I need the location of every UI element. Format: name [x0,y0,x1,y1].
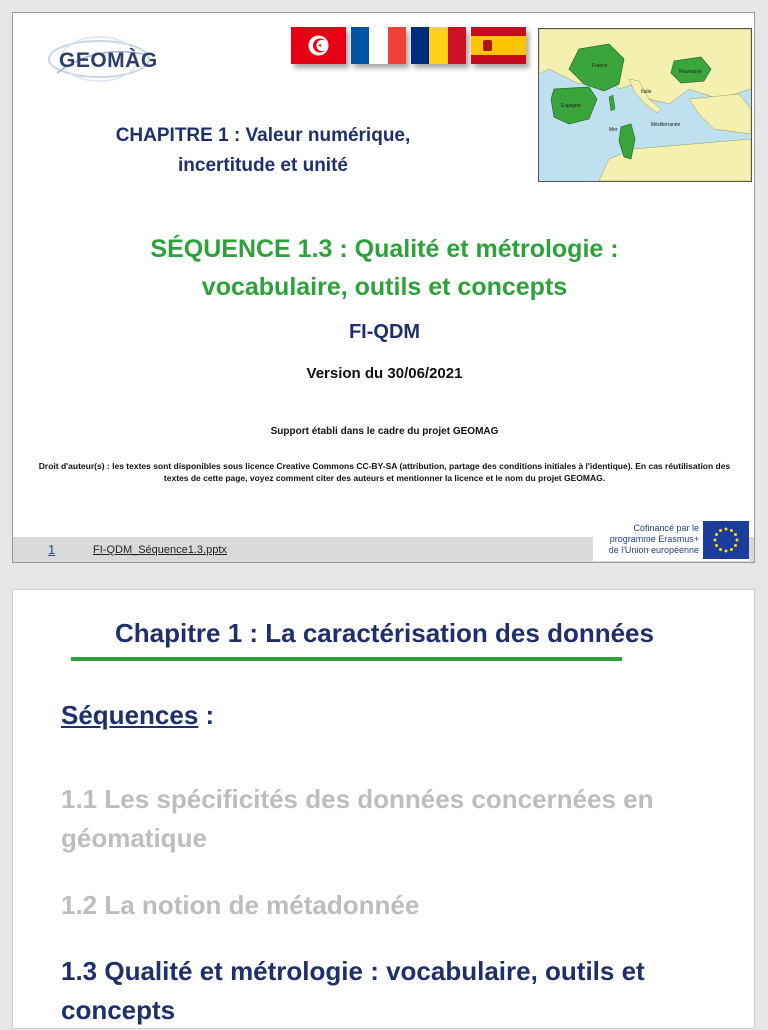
map-label-italie: Italie [641,89,652,95]
eu-stars-icon [703,521,749,559]
logo-text: GEOMÀG [59,49,158,72]
map-label-roumanie: Roumanie [679,69,702,75]
title-slide [12,12,755,563]
sequence-title [13,230,756,306]
support-note: Support établi dans le cadre du projet GEOMAG [270,426,499,437]
erasmus-line-2: programme Erasmus+ [609,534,699,544]
erasmus-line-3: de l'Union européenne [608,545,699,555]
map-label-mediterranee: Méditerranée [651,122,681,128]
course-code: FI-QDM [348,321,421,343]
filename-link[interactable]: FI-QDM_Séquence1.3.pptx [93,544,227,556]
mediterranean-map [538,28,752,182]
sequence-item-1-3: 1.3 Qualité et métrologie : vocabulaire, outils et concepts [61,956,645,1025]
france-flag [351,27,406,64]
romania-flag [411,27,466,64]
map-label-france: France [592,63,608,69]
spain-flag [471,27,526,64]
chapter-title: Chapitre 1 : La caractérisation des données [115,618,654,648]
map-label-mer: Mer [609,127,618,133]
chapter-line-2: incertitude et unité [178,155,348,176]
erasmus-badge [593,519,749,561]
page-number-link[interactable]: 1 [48,542,56,557]
version-date: Version du 30/06/2021 [306,365,463,382]
sequence-item-1-2: 1.2 La notion de métadonnée [61,890,420,920]
chapter-heading [13,121,513,181]
erasmus-line-1: Cofinancé par le [633,523,699,533]
sequences-colon: : [198,700,215,730]
tunisia-emblem-icon [291,27,346,64]
sequences-label: Séquences [61,700,199,730]
eu-flag-icon [703,521,749,559]
title-underline [71,657,622,661]
erasmus-text [609,523,699,556]
map-label-espagne: Espagne [561,103,581,109]
sequence-title-line-2: vocabulaire, outils et concepts [201,273,568,301]
europe-map-image [539,29,751,181]
sequence-title-line-1: SÉQUENCE 1.3 : Qualité et métrologie : [150,235,619,263]
tunisia-flag [291,27,346,64]
geomag-logo [37,33,157,85]
sequences-heading [61,700,214,731]
sequence-item-1-1: 1.1 Les spécificités des données concernées en géomatique [61,784,654,853]
chapter-slide [12,589,755,1029]
chapter-line-1: CHAPITRE 1 : Valeur numérique, [115,125,411,146]
copyright-notice: Droit d'auteur(s) : les textes sont disponibles sous licence Creative Commons CC-BY-SA (attribution, partage des conditions initiales à l'identique). En cas réutilisation des textes de cette page, voyez comment citer des auteurs et mentionner la licence et le nom du projet GEOMAG. [38,461,731,483]
